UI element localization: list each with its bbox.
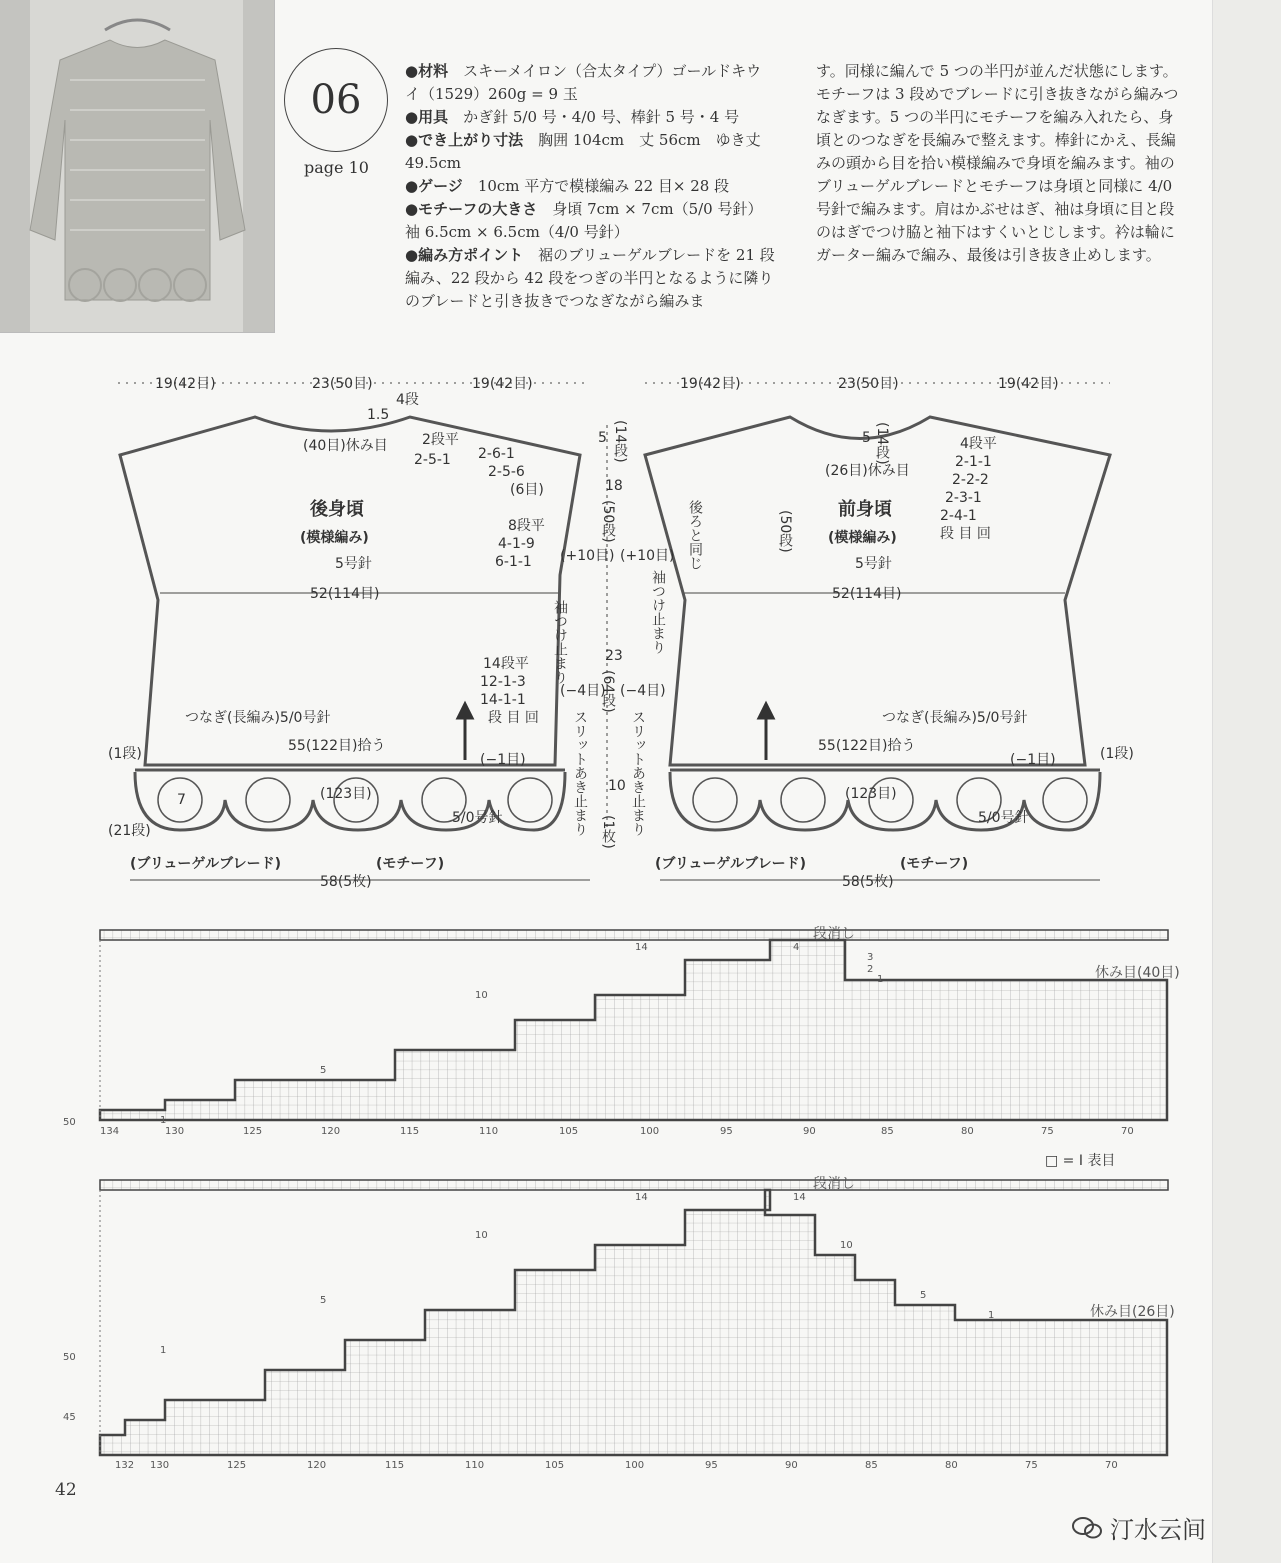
back-join: つなぎ(長編み)5/0号針 [185, 710, 331, 726]
back-chart-stitch-label: 80 [961, 1126, 974, 1137]
back-dim-right: 19(42目) [472, 376, 533, 392]
front-chart-stitch-label: 132 [115, 1460, 135, 1471]
watermark-text: 汀水云间 [1110, 1516, 1206, 1544]
front-chart-stitch-label: 90 [785, 1460, 798, 1471]
back-chart-row-14: 14 [635, 942, 648, 953]
center-decrease-right: (−4目) [620, 683, 666, 699]
back-shoulder-5: (6目) [510, 482, 544, 498]
page-reference: page 10 [304, 158, 369, 177]
front-motif-needle: 5/0号針 [978, 810, 1029, 826]
back-chart-stitch-label: 100 [640, 1126, 660, 1137]
front-chart-stitch-label: 130 [150, 1460, 170, 1471]
back-chart-stitch-label: 130 [165, 1126, 185, 1137]
garment-schematic [100, 360, 1134, 900]
front-shoulder-6: 段 目 回 [940, 526, 991, 542]
back-armhole-1: 8段平 [508, 518, 545, 534]
back-chart-side-4: 4 [793, 942, 800, 953]
front-chart-stitch-label: 125 [227, 1460, 247, 1471]
back-chart-stitch-label: 70 [1121, 1126, 1134, 1137]
center-increase-left: (+10目) [560, 548, 615, 564]
front-shoulder-4: 2-3-1 [945, 490, 982, 506]
front-chart-row-5: 5 [320, 1295, 327, 1306]
center-side-rows: (64段) [600, 670, 616, 713]
back-shoulder-3: 2-6-1 [478, 446, 515, 462]
front-title: 前身頃 [838, 499, 892, 520]
back-minus1: (−1目) [480, 752, 526, 768]
instructions-column: す。同様に編んで 5 つの半円が並んだ状態にします。モチーフは 3 段めでブレードに引き抜きながら編みつなぎます。5 つの半円にモチーフを編み入れたら、身頃とのつなぎを長編みで整えます。棒針にかえ、長編みの頭から目を拾い模様編みで身頃を編みます。袖のブリューゲルブレードとモチーフは身頃と同様に 4/0 号針で編みます。肩はかぶせはぎ、袖は身頃に目と段のはぎでつけ脇と袖下はすくいとじします。衿は輪にガーター編みで編み、最後は引き抜き止めします。 [816, 62, 1179, 264]
front-chart-side-5: 5 [920, 1290, 927, 1301]
back-chart-side-2: 2 [867, 964, 874, 975]
back-neck-rest: (40目)休み目 [303, 438, 388, 454]
watermark [1072, 1510, 1206, 1545]
back-chart-stitch-label: 134 [100, 1126, 120, 1137]
back-chart-side-1: 1 [877, 974, 884, 985]
front-needle: 5号針 [855, 556, 892, 572]
back-chart-row-5: 5 [320, 1065, 327, 1076]
front-row1: (1段) [1100, 746, 1134, 762]
front-shoulder-2: 2-1-1 [955, 454, 992, 470]
detail-gauge: ●ゲージ 10cm 平方で模様編み 22 目× 28 段 [405, 177, 730, 195]
back-shoulder-4: 2-5-6 [488, 464, 525, 480]
back-motif-count: (123目) [320, 786, 372, 802]
front-pickup: 55(122目)拾う [818, 738, 916, 754]
back-braid-rows: (21段) [108, 823, 151, 839]
front-shoulder-3: 2-2-2 [952, 472, 989, 488]
front-join: つなぎ(長編み)5/0号針 [882, 710, 1028, 726]
garment-photo [0, 0, 275, 333]
front-chart-row-1: 1 [160, 1345, 167, 1356]
front-same-as-back: 後ろと同じ [687, 500, 703, 570]
back-shoulder-2: 2-5-1 [414, 452, 451, 468]
front-minus1: (−1目) [1010, 752, 1056, 768]
front-chart-stitch-labels [115, 1460, 1118, 1471]
front-neck-depth: 5 [862, 430, 871, 446]
back-chart-stitch-label: 85 [881, 1126, 894, 1137]
front-width: 52(114目) [832, 586, 902, 602]
back-chart-bind-off: 段消し [813, 926, 855, 942]
front-motif-count: (123目) [845, 786, 897, 802]
back-chart-stitch-labels [100, 1126, 1134, 1137]
back-slit: スリットあき止まり [572, 710, 588, 836]
back-side-1: 14段平 [483, 656, 529, 672]
back-chart-side-3: 3 [867, 952, 874, 963]
back-armhole-2: 4-1-9 [498, 536, 535, 552]
center-side-depth: 23 [605, 648, 623, 664]
front-chart-stitch-label: 95 [705, 1460, 718, 1471]
front-subtitle: (模様編み) [828, 530, 897, 546]
back-chart-stitch-label: 120 [321, 1126, 341, 1137]
back-chart-stitch-label: 90 [803, 1126, 816, 1137]
front-sleeve-stop: 袖つけ止まり [650, 570, 666, 654]
front-shoulder-5: 2-4-1 [940, 508, 977, 524]
front-neck-rows: (14段) [874, 422, 890, 465]
back-sleeve-stop: 袖つけ止まり [552, 600, 568, 684]
front-chart-row-14: 14 [635, 1192, 648, 1203]
back-chart-stitch-label: 75 [1041, 1126, 1054, 1137]
center-braid-count: (1枚) [600, 815, 616, 849]
front-bottom-dim: 58(5枚) [842, 874, 894, 890]
back-neck-depth: 1.5 [367, 407, 390, 423]
front-height-mid: (50段) [777, 510, 793, 553]
page-number: 42 [55, 1480, 77, 1500]
front-chart-stitch-label: 85 [865, 1460, 878, 1471]
front-chart-stitch-label: 115 [385, 1460, 405, 1471]
back-chart-row-1: 1 [160, 1115, 167, 1126]
back-width: 52(114目) [310, 586, 380, 602]
back-pickup: 55(122目)拾う [288, 738, 386, 754]
chat-bubble-icon [1072, 1516, 1102, 1540]
front-chart-side-14: 14 [793, 1192, 806, 1203]
back-row1: (1段) [108, 746, 142, 762]
center-decrease-left: (−4目) [560, 683, 606, 699]
front-braid-label: (ブリューゲルブレード) [655, 856, 806, 872]
front-neck-rest: (26目)休み目 [825, 463, 910, 479]
front-chart-stitch-label: 105 [545, 1460, 565, 1471]
back-side-4: 段 目 回 [488, 710, 539, 726]
back-title: 後身頃 [310, 499, 364, 520]
front-slit: スリットあき止まり [630, 710, 646, 836]
back-chart-rest: 休み目(40目) [1095, 965, 1180, 981]
front-chart-side-1: 1 [988, 1310, 995, 1321]
front-chart-rest: 休み目(26目) [1090, 1304, 1175, 1320]
center-neck-rows: (14段) [612, 420, 628, 463]
pattern-number: 06 [284, 48, 388, 152]
front-dim-right: 19(42目) [998, 376, 1059, 392]
back-motif-needle: 5/0号針 [452, 810, 503, 826]
back-neck-rows: 4段 [396, 392, 419, 408]
knitting-chart-back [63, 920, 1180, 1160]
front-chart-side-10: 10 [840, 1240, 853, 1251]
front-chart-row-10: 10 [475, 1230, 488, 1241]
back-chart-row-50: 50 [63, 1117, 76, 1128]
back-braid-label: (ブリューゲルブレード) [130, 856, 281, 872]
front-motif-label: (モチーフ) [900, 856, 969, 872]
back-side-2: 12-1-3 [480, 674, 526, 690]
detail-size: ●でき上がり寸法 胸囲 104cm 丈 56cm ゆき丈 49.5cm [405, 131, 761, 172]
back-subtitle: (模様編み) [300, 530, 369, 546]
front-dim-left: 19(42目) [680, 376, 741, 392]
front-chart-stitch-label: 70 [1105, 1460, 1118, 1471]
materials-column [405, 60, 775, 313]
detail-points: ●編み方ポイント 裾のブリューゲルブレードを 21 段編み、22 段から 42 段をつぎの半円となるように隣りのブレードと引き抜きでつなぎながら編みま [405, 246, 775, 310]
detail-material: ●材料 スキーメイロン（合太タイプ）ゴールドキウイ（1529）260g = 9 玉 [405, 62, 762, 103]
front-chart-row-50: 50 [63, 1352, 76, 1363]
front-dim-center: 23(50目) [838, 376, 899, 392]
center-armhole-rows: (50段) [600, 500, 616, 543]
back-chart-stitch-label: 95 [720, 1126, 733, 1137]
back-chart-row-10: 10 [475, 990, 488, 1001]
front-chart-stitch-label: 80 [945, 1460, 958, 1471]
back-motif-label: (モチーフ) [376, 856, 445, 872]
front-shoulder-1: 4段平 [960, 436, 997, 452]
back-chart-stitch-label: 110 [479, 1126, 499, 1137]
back-needle: 5号針 [335, 556, 372, 572]
back-shoulder-1: 2段平 [422, 432, 459, 448]
back-bottom-dim: 58(5枚) [320, 874, 372, 890]
detail-tools: ●用具 かぎ針 5/0 号・4/0 号、棒針 5 号・4 号 [405, 108, 740, 126]
back-chart-stitch-label: 115 [400, 1126, 420, 1137]
back-seven: 7 [177, 792, 186, 808]
back-dim-left: 19(42目) [155, 376, 216, 392]
knitting-chart-front [63, 1170, 1175, 1480]
front-chart-row-45: 45 [63, 1412, 76, 1423]
garment-photo-image [0, 0, 274, 332]
center-armhole-depth: 18 [605, 478, 623, 494]
front-chart-stitch-label: 110 [465, 1460, 485, 1471]
center-increase-right: (+10目) [620, 548, 675, 564]
chart-legend: □ = Ⅰ 表目 [1045, 1153, 1116, 1169]
front-chart-stitch-label: 100 [625, 1460, 645, 1471]
center-braid-depth: 10 [608, 778, 626, 794]
center-neck-depth: 5 [598, 430, 607, 446]
back-armhole-3: 6-1-1 [495, 554, 532, 570]
front-chart-bind-off: 段消し [813, 1176, 855, 1192]
back-dim-center: 23(50目) [312, 376, 373, 392]
back-chart-stitch-label: 105 [559, 1126, 579, 1137]
back-chart-stitch-label: 125 [243, 1126, 263, 1137]
front-chart-stitch-label: 75 [1025, 1460, 1038, 1471]
front-chart-stitch-label: 120 [307, 1460, 327, 1471]
back-side-3: 14-1-1 [480, 692, 526, 708]
detail-motif-size: ●モチーフの大きさ 身頃 7cm × 7cm（5/0 号針）袖 6.5cm × 6.5cm（4/0 号針） [405, 200, 763, 241]
adjacent-page-edge [1212, 0, 1281, 1563]
